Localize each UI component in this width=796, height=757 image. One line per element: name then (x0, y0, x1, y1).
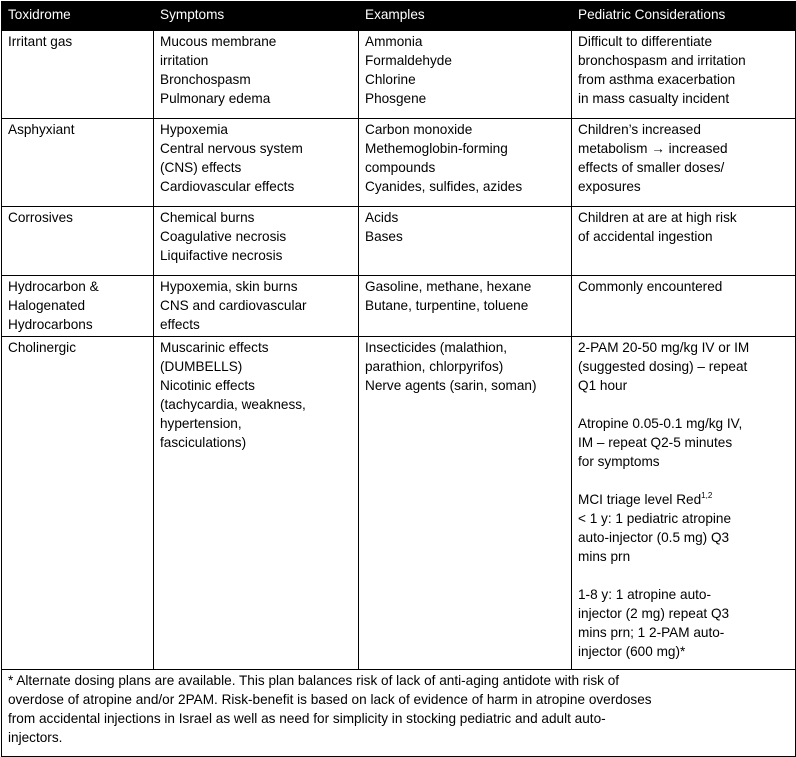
mci-reference-superscript: 1,2 (701, 491, 713, 500)
example-line: compounds (365, 160, 436, 175)
footnote-line: * Alternate dosing plans are available. This plan balances risk of lack of anti-aging antidote with risk of (8, 673, 620, 688)
pediatric-line: IM – repeat Q2-5 minutes (578, 435, 733, 450)
toxidrome-cell (2, 119, 154, 207)
symptom-line: Liquifactive necrosis (160, 248, 283, 263)
toxidrome-name: Asphyxiant (8, 122, 75, 137)
header-symptoms: Symptoms (154, 2, 359, 31)
pediatric-line: auto-injector (0.5 mg) Q3 (578, 530, 730, 545)
example-line: Chlorine (365, 72, 416, 87)
pediatric-line: metabolism → increased (578, 141, 728, 156)
symptoms-cell (154, 276, 359, 337)
footnote-line: injectors. (8, 730, 63, 745)
toxidrome-table (1, 1, 796, 757)
pediatric-line: (suggested dosing) – repeat (578, 359, 748, 374)
example-line: Acids (365, 210, 399, 225)
header-examples: Examples (359, 2, 572, 31)
symptom-line: hypertension, (160, 416, 242, 431)
example-line: Ammonia (365, 34, 423, 49)
example-line: Insecticides (malathion, (365, 340, 508, 355)
symptoms-cell (154, 337, 359, 670)
symptom-line: Cardiovascular effects (160, 179, 295, 194)
symptom-line: Nicotinic effects (160, 378, 255, 393)
symptoms-cell (154, 31, 359, 119)
table-row (2, 119, 796, 207)
table-row (2, 276, 796, 337)
symptom-line: effects (160, 317, 200, 332)
pediatric-cell (572, 276, 796, 337)
symptom-line: (CNS) effects (160, 160, 242, 175)
header-toxidrome: Toxidrome (2, 2, 154, 31)
footnote-line: from accidental injections in Israel as well as need for simplicity in stocking pediatric and adult auto- (8, 711, 606, 726)
symptom-line: (tachycardia, weakness, (160, 397, 306, 412)
pediatric-cell (572, 31, 796, 119)
examples-cell (359, 207, 572, 276)
example-line: Carbon monoxide (365, 122, 473, 137)
pediatric-line: effects of smaller doses/ (578, 160, 725, 175)
table-row (2, 31, 796, 119)
example-line: Bases (365, 229, 403, 244)
examples-cell (359, 119, 572, 207)
toxidrome-cell (2, 207, 154, 276)
pediatric-line: Commonly encountered (578, 279, 723, 294)
toxidrome-cell (2, 337, 154, 670)
pediatric-line: of accidental ingestion (578, 229, 713, 244)
symptom-line: fasciculations) (160, 435, 247, 450)
example-line: Gasoline, methane, hexane (365, 279, 532, 294)
toxidrome-name: Cholinergic (8, 340, 77, 355)
footnote-cell (2, 670, 796, 757)
pediatric-paragraph-atropine (578, 414, 789, 471)
symptom-line: Hypoxemia, skin burns (160, 279, 298, 294)
pediatric-line: injector (2 mg) repeat Q3 (578, 606, 730, 621)
pediatric-line: injector (600 mg)* (578, 644, 686, 659)
toxidrome-name: Hydrocarbons (8, 317, 93, 332)
pediatric-line: Children at are at high risk (578, 210, 737, 225)
pediatric-line: for symptoms (578, 454, 660, 469)
symptom-line: Muscarinic effects (160, 340, 269, 355)
examples-cell (359, 276, 572, 337)
pediatric-line: mins prn; 1 2-PAM auto- (578, 625, 725, 640)
pediatric-paragraph-2pam (578, 338, 789, 395)
pediatric-paragraph-mci-triage (578, 490, 789, 566)
symptom-line: (DUMBELLS) (160, 359, 243, 374)
example-line: parathion, chlorpyrifos) (365, 359, 504, 374)
symptom-line: Hypoxemia (160, 122, 228, 137)
pediatric-line: in mass casualty incident (578, 91, 730, 106)
pediatric-line: Difficult to differentiate (578, 34, 712, 49)
symptoms-cell (154, 119, 359, 207)
pediatric-line-mci (578, 490, 789, 509)
example-line: Nerve agents (sarin, soman) (365, 378, 537, 393)
symptom-line: Mucous membrane (160, 34, 277, 49)
header-pediatric-considerations: Pediatric Considerations (572, 2, 796, 31)
table-row (2, 207, 796, 276)
pediatric-line: bronchospasm and irritation (578, 53, 746, 68)
symptom-line: CNS and cardiovascular (160, 298, 307, 313)
toxidrome-cell (2, 31, 154, 119)
pediatric-cell (572, 119, 796, 207)
pediatric-line: Q1 hour (578, 378, 628, 393)
symptom-line: Coagulative necrosis (160, 229, 287, 244)
example-line: Cyanides, sulfides, azides (365, 179, 523, 194)
footnote-row (2, 670, 796, 757)
toxidrome-cell (2, 276, 154, 337)
footnote-line: overdose of atropine and/or 2PAM. Risk-benefit is based on lack of evidence of harm in atropine overdoses (8, 692, 652, 707)
example-line: Phosgene (365, 91, 427, 106)
example-line: Butane, turpentine, toluene (365, 298, 529, 313)
symptoms-cell (154, 207, 359, 276)
pediatric-line: mins prn (578, 549, 631, 564)
table-row (2, 337, 796, 670)
table-header (2, 2, 796, 31)
mci-triage-text: MCI triage level Red (578, 492, 702, 507)
examples-cell (359, 337, 572, 670)
pediatric-line: 1-8 y: 1 atropine auto- (578, 587, 711, 602)
toxidrome-name: Halogenated (8, 298, 86, 313)
symptom-line: Central nervous system (160, 141, 303, 156)
symptom-line: Pulmonary edema (160, 91, 271, 106)
toxidrome-name: Corrosives (8, 210, 73, 225)
pediatric-cell (572, 207, 796, 276)
pediatric-paragraph-age-1-8 (578, 585, 789, 661)
toxidrome-name: Hydrocarbon & (8, 279, 99, 294)
pediatric-line: Children’s increased (578, 122, 701, 137)
symptom-line: Bronchospasm (160, 72, 251, 87)
toxidrome-name: Irritant gas (8, 34, 73, 49)
example-line: Formaldehyde (365, 53, 452, 68)
pediatric-line: exposures (578, 179, 641, 194)
pediatric-line: Atropine 0.05-0.1 mg/kg IV, (578, 416, 743, 431)
pediatric-line: from asthma exacerbation (578, 72, 736, 87)
pediatric-cell (572, 337, 796, 670)
header-row (2, 2, 796, 31)
pediatric-line: 2-PAM 20-50 mg/kg IV or IM (578, 340, 750, 355)
symptom-line: irritation (160, 53, 209, 68)
examples-cell (359, 31, 572, 119)
table-body (2, 31, 796, 757)
symptom-line: Chemical burns (160, 210, 255, 225)
example-line: Methemoglobin-forming (365, 141, 508, 156)
pediatric-line: < 1 y: 1 pediatric atropine (578, 511, 732, 526)
